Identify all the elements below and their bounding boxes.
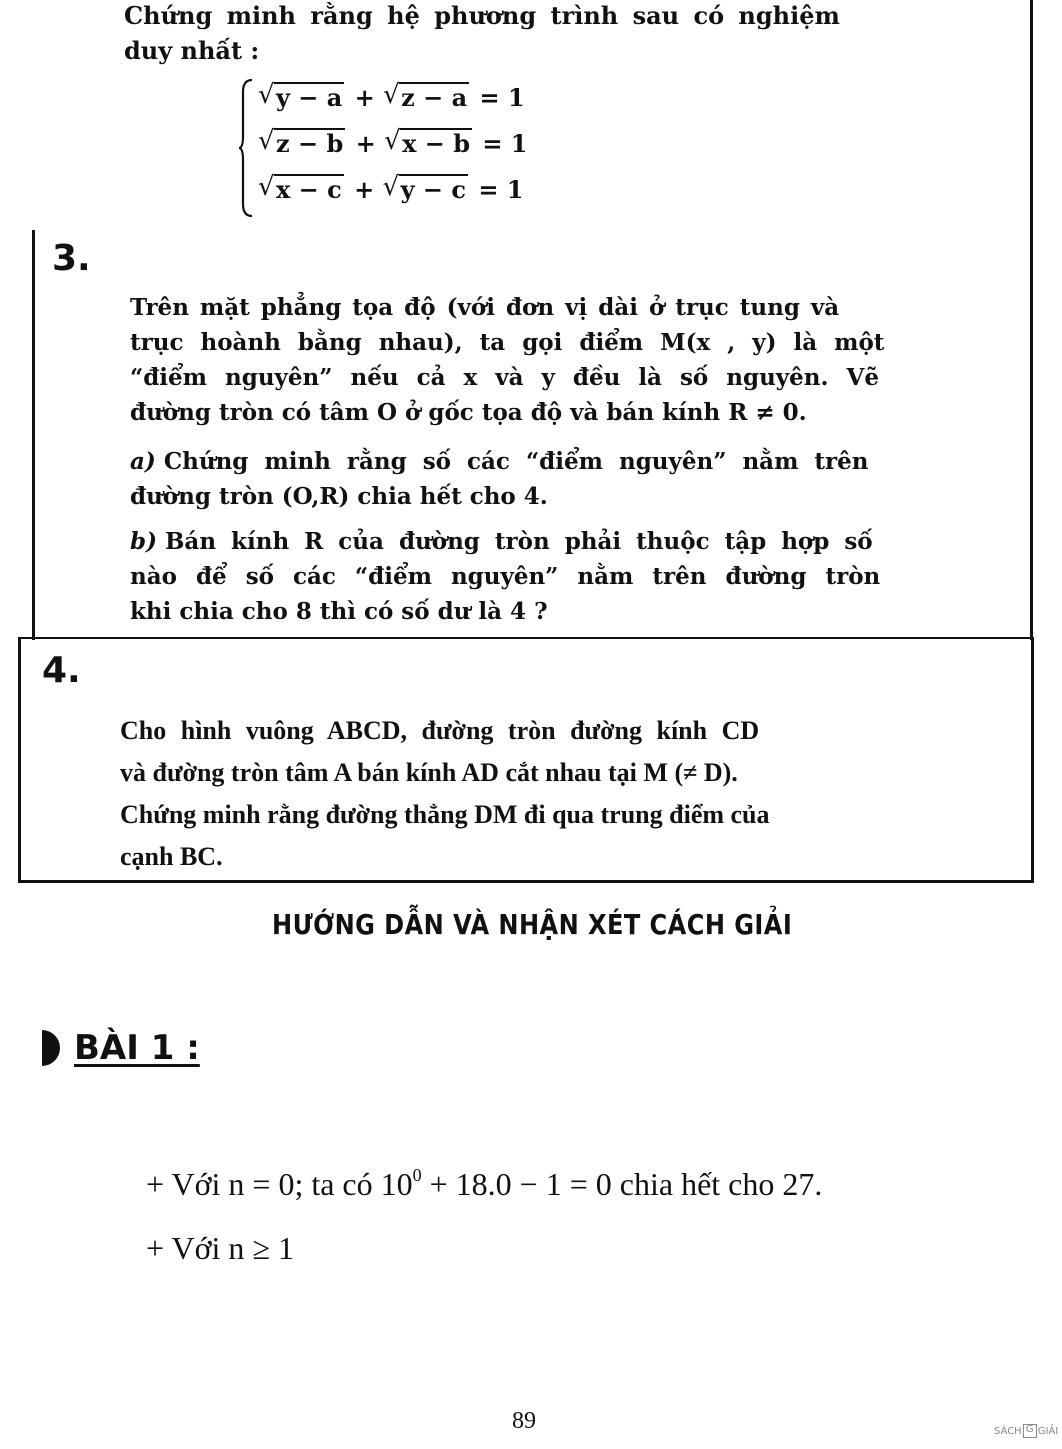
page-number: 89 bbox=[512, 1408, 536, 1434]
eq1-radicand-1: y − a bbox=[276, 83, 343, 112]
bullet-marker-icon bbox=[42, 1030, 60, 1066]
problem3-line: Trên mặt phẳng tọa độ (với đơn vị dài ở trục tung và bbox=[130, 294, 840, 321]
eq3-radicand-1: x − c bbox=[276, 175, 342, 204]
box-top-left-border bbox=[32, 230, 35, 640]
eq3-radicand-2: y − c bbox=[400, 175, 466, 204]
problem4-statement bbox=[120, 710, 1000, 878]
problem2-line: duy nhất : bbox=[124, 36, 260, 65]
eq2-radicand-2: x − b bbox=[402, 129, 470, 158]
equation-1: √ y − a + √ z − a = 1 bbox=[258, 82, 525, 112]
watermark-logo bbox=[994, 1424, 1058, 1438]
solution-line-1a: + Với n = 0; ta có 10 bbox=[146, 1166, 413, 1202]
problem4-line: Chứng minh rằng đường thẳng DM đi qua trung điểm của bbox=[120, 800, 770, 829]
box-divider bbox=[18, 637, 1034, 639]
part-b-line: khi chia cho 8 thì có số dư là 4 ? bbox=[130, 598, 548, 625]
problem3-statement bbox=[130, 290, 998, 430]
part-a-line: Chứng minh rằng số các “điểm nguyên” nằm trên bbox=[163, 448, 869, 475]
problem4-line: và đường tròn tâm A bán kính AD cắt nhau tại M (≠ D). bbox=[120, 758, 738, 787]
bai1-title bbox=[42, 1028, 200, 1068]
problem3-part-a bbox=[130, 444, 998, 514]
problem4-line: cạnh BC. bbox=[120, 842, 223, 871]
problem3-line: “điểm nguyên” nếu cả x và y đều là số nguyên. Vẽ bbox=[130, 364, 880, 391]
section-heading: HƯỚNG DẪN VÀ NHẬN XÉT CÁCH GIẢI bbox=[272, 908, 793, 941]
part-b-line: Bán kính R của đường tròn phải thuộc tập hợp số bbox=[164, 528, 873, 555]
left-brace-icon bbox=[238, 78, 254, 218]
problem3-line: trục hoành bằng nhau), ta gọi điểm M(x , y) là một bbox=[130, 329, 885, 356]
eq1-rhs: = 1 bbox=[479, 83, 525, 112]
box-bottom-right-border bbox=[1031, 637, 1034, 883]
part-a-label: a) bbox=[130, 448, 156, 475]
eq1-radicand-2: z − a bbox=[401, 83, 468, 112]
eq2-rhs: = 1 bbox=[482, 129, 528, 158]
watermark-left: SÁCH bbox=[994, 1425, 1022, 1437]
problem3-line: đường tròn có tâm O ở gốc tọa độ và bán kính R ≠ 0. bbox=[130, 399, 807, 426]
exponent: 0 bbox=[412, 1165, 422, 1185]
box-bottom-left-border bbox=[18, 637, 21, 883]
solution-line-1b: + 18.0 − 1 = 0 chia hết cho 27. bbox=[421, 1166, 823, 1202]
part-b-label: b) bbox=[130, 528, 157, 555]
equation-2: √ z − b + √ x − b = 1 bbox=[258, 128, 528, 158]
watermark-right: GIẢI bbox=[1037, 1425, 1059, 1437]
part-a-line: đường tròn (O,R) chia hết cho 4. bbox=[130, 483, 548, 510]
solution-line-2: + Với n ≥ 1 bbox=[146, 1230, 294, 1266]
equation-system bbox=[238, 78, 568, 218]
part-b-line: nào để số các “điểm nguyên” nằm trên đường tròn bbox=[130, 563, 881, 590]
problem2-intro bbox=[124, 0, 994, 68]
problem4-line: Cho hình vuông ABCD, đường tròn đường kính CD bbox=[120, 716, 760, 745]
bai1-label: BÀI 1 : bbox=[74, 1028, 200, 1068]
box-top-right-border bbox=[1030, 0, 1033, 640]
problem3-part-b bbox=[130, 524, 998, 629]
problem2-line: Chứng minh rằng hệ phương trình sau có nghiệm bbox=[124, 1, 840, 30]
eq2-radicand-1: z − b bbox=[276, 129, 344, 158]
logo-icon bbox=[1023, 1424, 1037, 1438]
eq3-rhs: = 1 bbox=[478, 175, 524, 204]
solution-line-1 bbox=[146, 1166, 822, 1203]
box-bottom-border bbox=[18, 880, 1034, 883]
problem3-number: 3. bbox=[52, 238, 91, 279]
equation-3: √ x − c + √ y − c = 1 bbox=[258, 174, 524, 204]
problem4-number: 4. bbox=[42, 650, 81, 691]
